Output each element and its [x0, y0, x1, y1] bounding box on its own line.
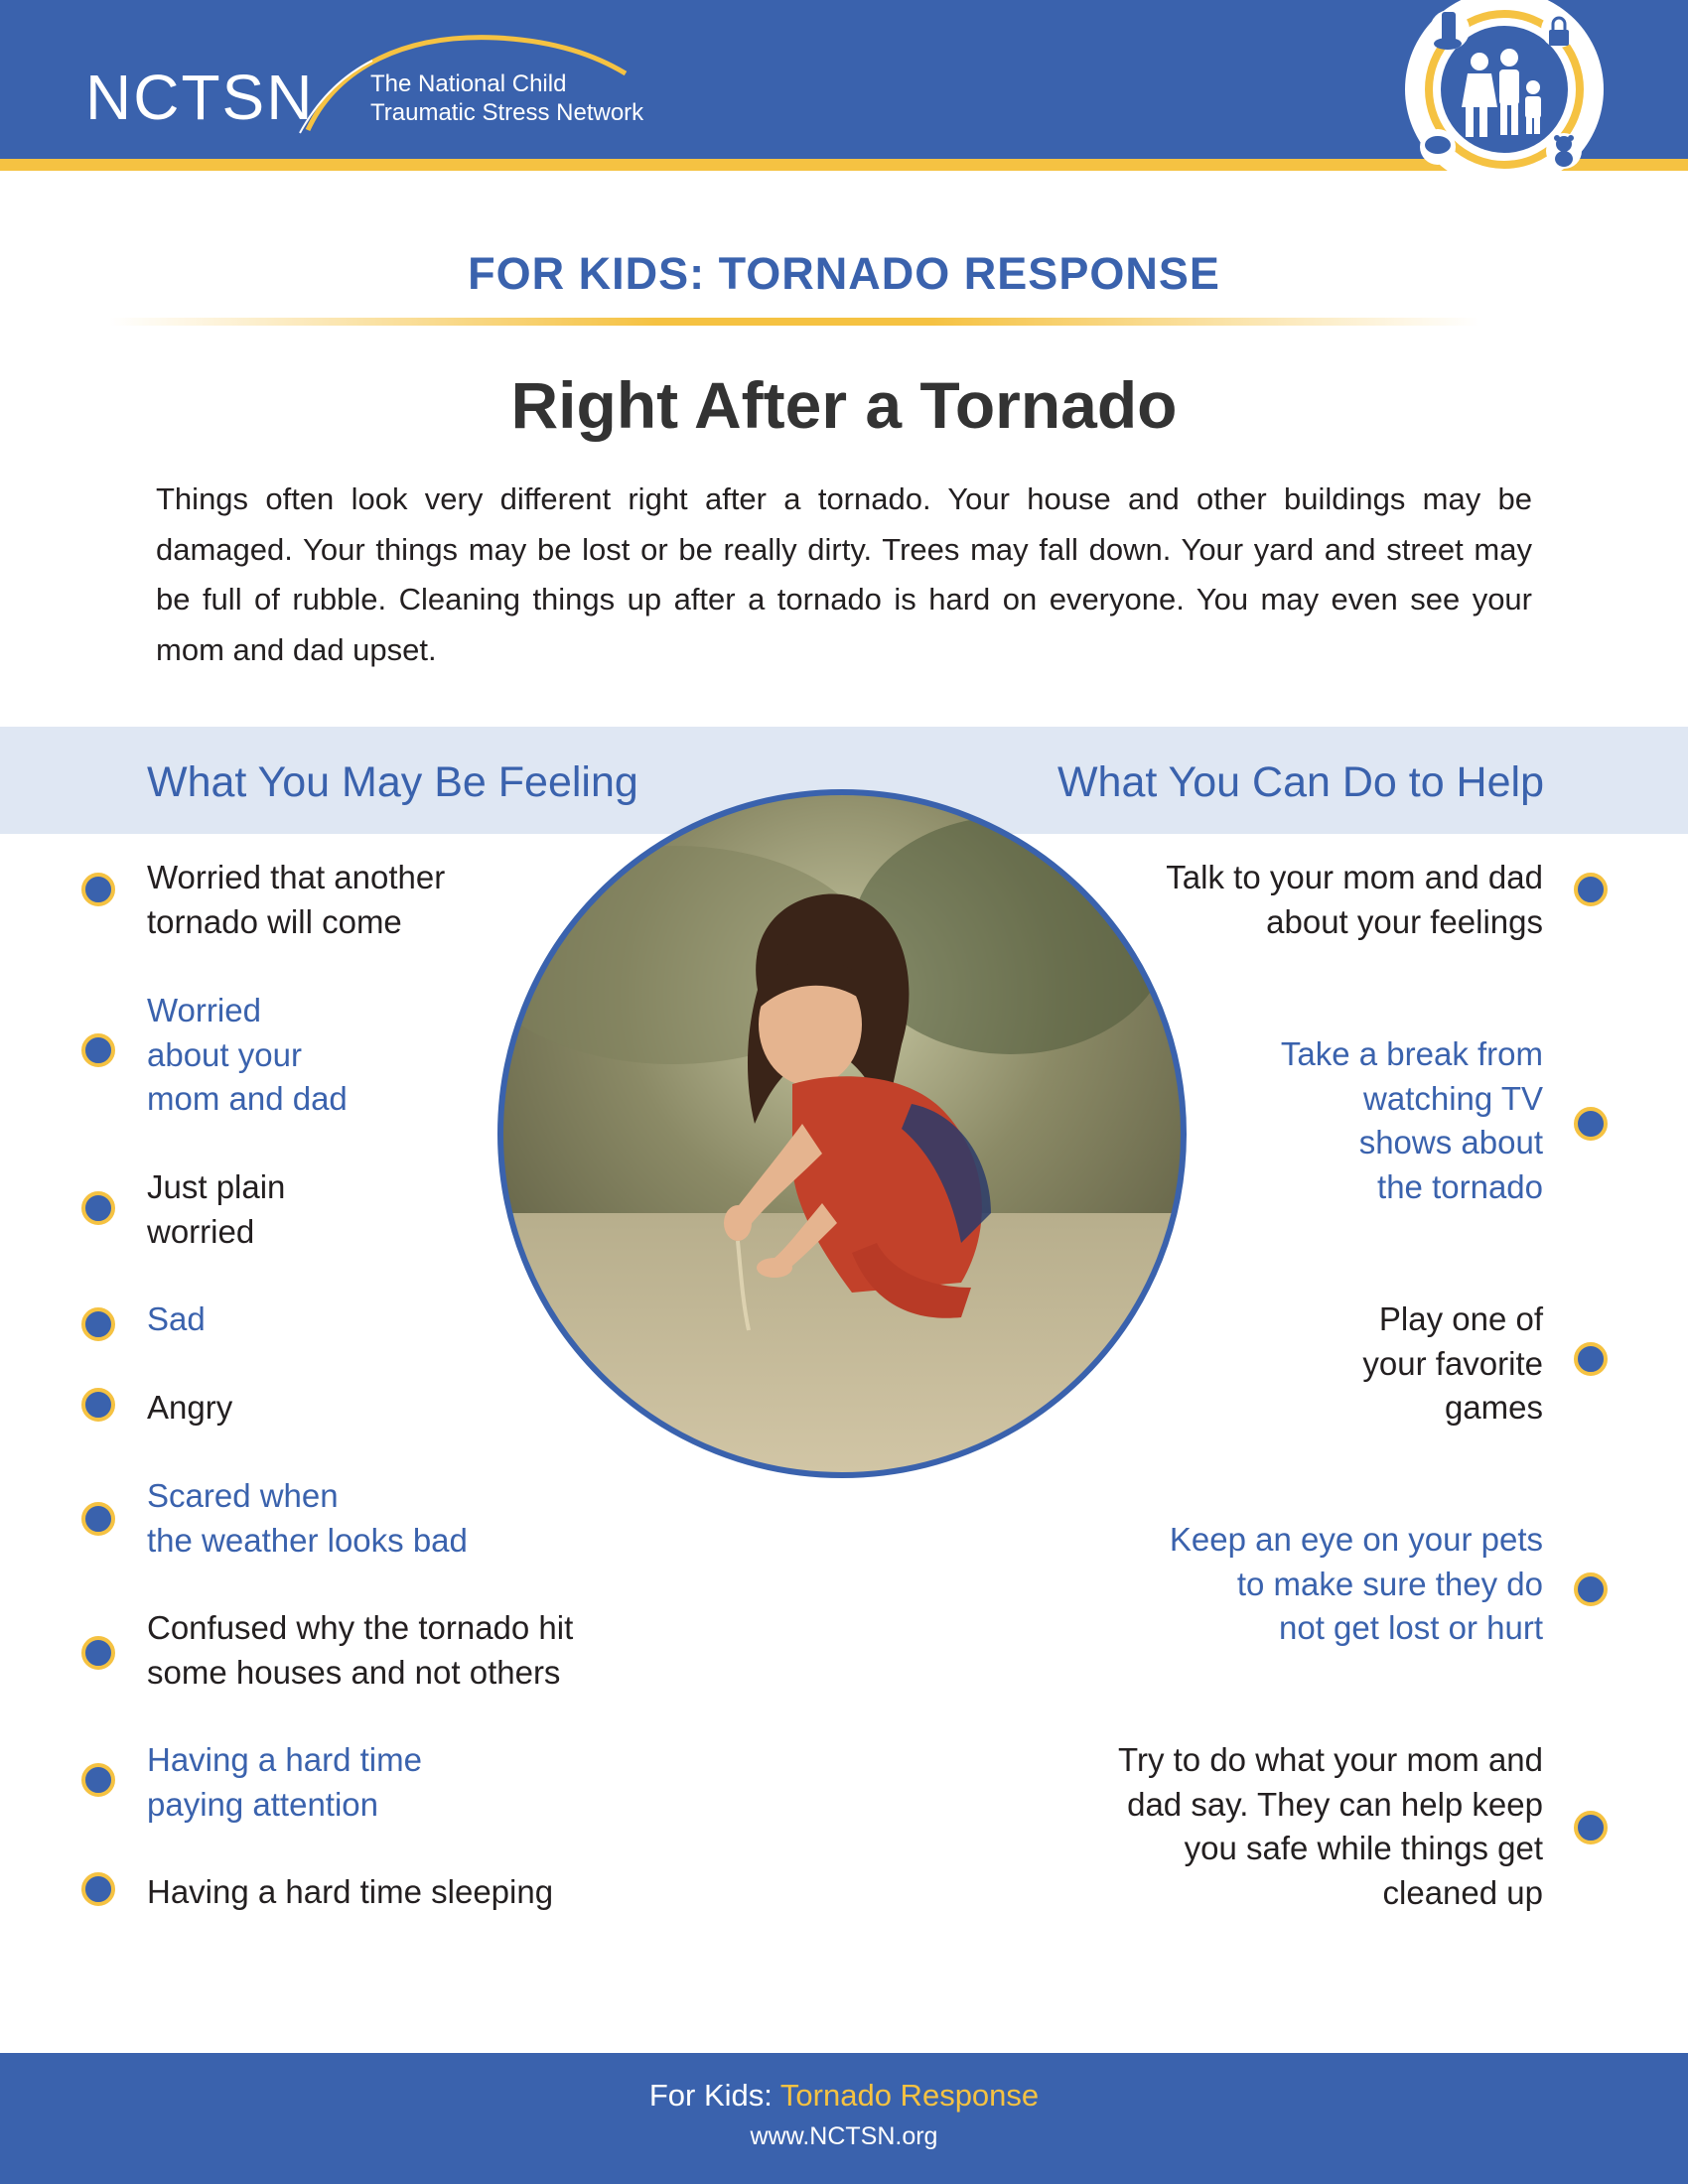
footer-bar — [0, 2053, 1688, 2184]
feeling-item-3-line-1: Just plain — [147, 1168, 286, 1205]
nctsn-logo[interactable]: NCTSN — [85, 62, 315, 133]
feeling-item-9 — [147, 1870, 553, 1915]
bullet-dot — [81, 1307, 115, 1341]
bullet-dot — [1574, 1342, 1608, 1376]
help-item-3-line-2: your favorite — [1362, 1344, 1543, 1382]
footer-title — [0, 2078, 1688, 2114]
org-name-line-2: Traumatic Stress Network — [370, 99, 644, 126]
bullet-dot — [81, 1033, 115, 1067]
bullet-dot — [1574, 1572, 1608, 1606]
feeling-item-9-line-1: Having a hard time sleeping — [147, 1873, 554, 1910]
kicker-gold-rule — [109, 318, 1479, 326]
feeling-item-7-line-2: some houses and not others — [147, 1653, 561, 1691]
feeling-item-5 — [147, 1386, 232, 1431]
help-item-1-line-1: Talk to your mom and dad — [1166, 859, 1543, 895]
help-item-5-line-4: cleaned up — [1382, 1873, 1543, 1911]
feeling-item-1 — [147, 856, 445, 944]
child-playing-in-sand-photo — [494, 786, 1190, 1481]
intro-paragraph: Things often look very different right after a tornado. Your house and other buildings may be damaged. Your things may be lost or be really dirty. Trees may fall down. Your yard and street may be full of rubble. Cleaning things up after a tornado is hard on everyone. You may even see your mom and dad upset. — [156, 481, 1532, 667]
feeling-item-7-line-1: Confused why the tornado hit — [147, 1609, 574, 1646]
help-item-4 — [1170, 1518, 1543, 1651]
feeling-heading: What You May Be Feeling — [147, 758, 638, 806]
help-item-3-line-3: games — [1444, 1389, 1543, 1426]
family-badge-icon — [1390, 0, 1618, 189]
feeling-item-5-line-1: Angry — [147, 1389, 233, 1426]
feeling-item-1-line-2: tornado will come — [147, 902, 402, 940]
feeling-item-8 — [147, 1738, 422, 1827]
baby-bottle-icon — [1442, 12, 1456, 42]
feeling-item-6-line-2: the weather looks bad — [147, 1521, 468, 1559]
feeling-item-3-line-2: worried — [147, 1212, 255, 1250]
help-item-5-line-1: Try to do what your mom and — [1118, 1741, 1543, 1778]
help-item-2 — [1281, 1032, 1543, 1209]
help-item-5-line-3: you safe while things get — [1184, 1830, 1543, 1866]
feeling-item-2-line-1: Worried — [147, 992, 261, 1028]
feeling-item-7 — [147, 1606, 573, 1695]
help-item-5 — [1118, 1738, 1543, 1915]
help-item-4-line-1: Keep an eye on your pets — [1169, 1521, 1543, 1558]
org-name-line-1: The National Child — [370, 70, 567, 97]
bullet-dot — [1574, 1107, 1608, 1141]
help-item-2-line-4: the tornado — [1377, 1167, 1543, 1205]
chat-icon — [1425, 136, 1451, 154]
help-item-2-line-2: watching TV — [1363, 1079, 1543, 1117]
help-item-3-line-1: Play one of — [1378, 1300, 1543, 1337]
bullet-dot — [1574, 873, 1608, 906]
help-item-2-line-1: Take a break from — [1280, 1035, 1543, 1072]
bullet-dot — [81, 873, 115, 906]
feeling-item-2-line-3: mom and dad — [147, 1080, 348, 1117]
feeling-item-6 — [147, 1474, 468, 1563]
feeling-item-3 — [147, 1165, 285, 1254]
footer-prefix: For Kids: — [648, 2078, 773, 2113]
page-title: Right After a Tornado — [510, 368, 1178, 442]
help-item-3 — [1362, 1297, 1543, 1431]
bullet-dot — [81, 1388, 115, 1422]
help-item-2-line-3: shows about — [1358, 1124, 1543, 1160]
help-item-5-line-2: dad say. They can help keep — [1127, 1785, 1543, 1823]
kicker-heading: FOR KIDS: TORNADO RESPONSE — [468, 248, 1220, 299]
feeling-item-8-line-2: paying attention — [147, 1785, 379, 1823]
bullet-dot — [81, 1763, 115, 1797]
bullet-dot — [81, 1191, 115, 1225]
help-item-4-line-3: not get lost or hurt — [1279, 1609, 1543, 1646]
feeling-item-4 — [147, 1297, 206, 1342]
feeling-item-6-line-1: Scared when — [147, 1477, 339, 1514]
bullet-dot — [81, 1872, 115, 1906]
help-item-1-line-2: about your feelings — [1266, 902, 1543, 940]
lock-icon — [1549, 30, 1569, 46]
feeling-item-8-line-1: Having a hard time — [147, 1741, 422, 1778]
help-heading: What You Can Do to Help — [1056, 758, 1544, 806]
feeling-item-1-line-1: Worried that another — [147, 859, 446, 895]
feeling-item-2-line-2: about your — [147, 1035, 302, 1073]
bullet-dot — [81, 1636, 115, 1670]
footer-topic: Tornado Response — [779, 2078, 1040, 2113]
org-name — [370, 69, 643, 127]
bullet-dot — [81, 1502, 115, 1536]
feeling-item-4-line-1: Sad — [147, 1300, 206, 1337]
bullet-dot — [1574, 1811, 1608, 1844]
help-item-4-line-2: to make sure they do — [1236, 1565, 1543, 1602]
footer-url-link[interactable]: www.NCTSN.org — [750, 2122, 938, 2150]
feeling-item-2 — [147, 989, 348, 1122]
help-item-1 — [1166, 856, 1543, 944]
